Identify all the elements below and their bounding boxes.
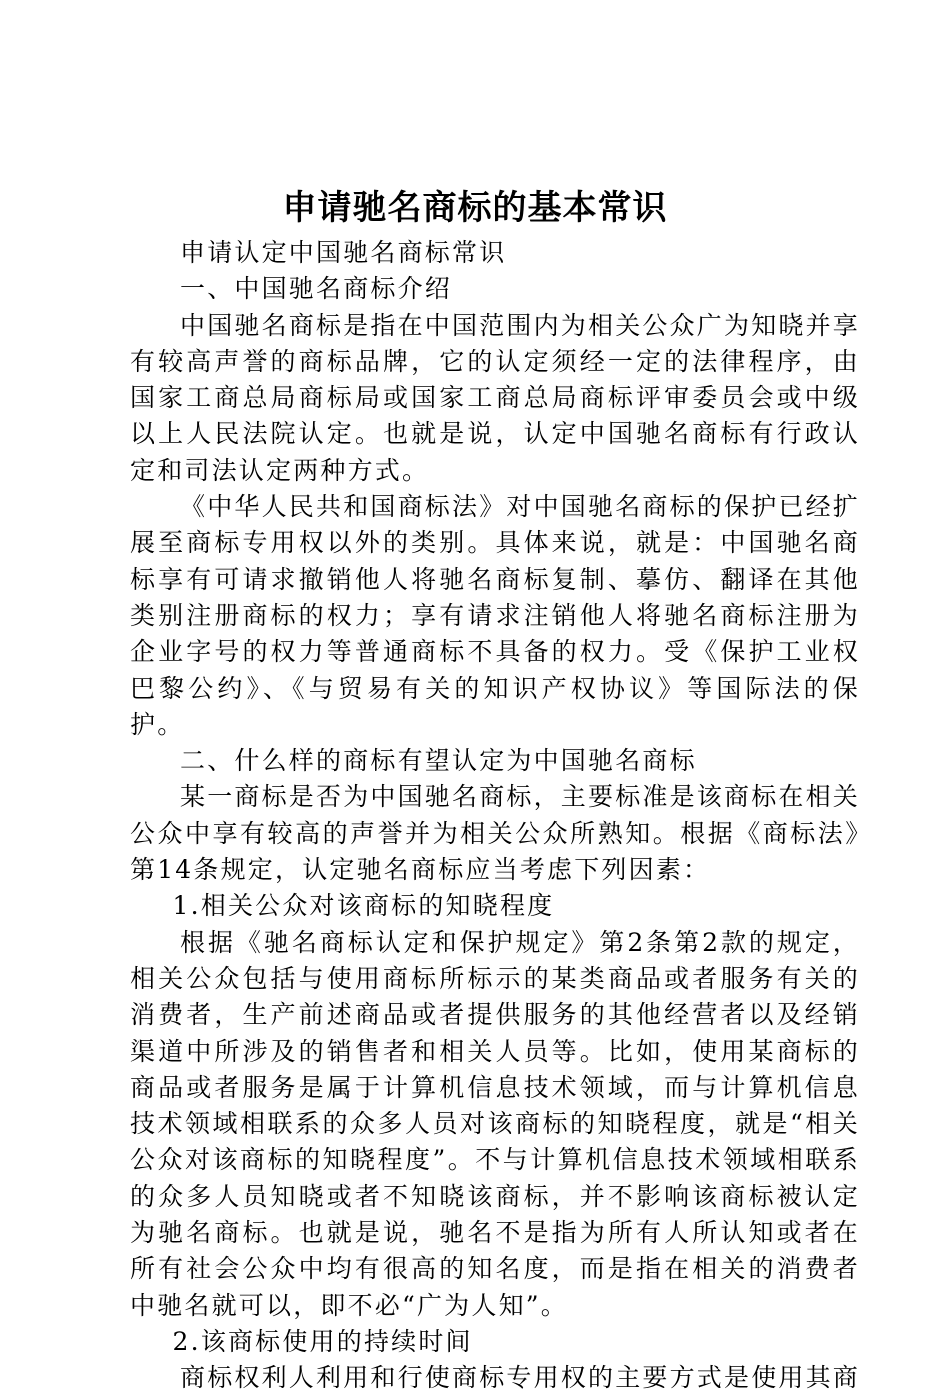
paragraph: 中国驰名商标是指在中国范围内为相关公众广为知晓并享有较高声誉的商标品牌，它的认定须经一定的法律程序，由国家工商总局商标局或国家工商总局商标评审委员会或中级以上人民法院认定。也就是说，认定中国驰名商标有行政认定和司法认定两种方式。 [130, 310, 861, 485]
paragraph: 根据《驰名商标认定和保护规定》第2条第2款的规定，相关公众包括与使用商标所标示的某类商品或者服务有关的消费者，生产前述商品或者提供服务的其他经营者以及经销渠道中所涉及的销售者和相关人员等。比如，使用某商标的商品或者服务是属于计算机信息技术领域，而与计算机信息技术领域相联系的众多人员对该商标的知晓程度，就是“相关公众对该商标的知晓程度”。不与计算机信息技术领域相联系的众多人员知晓或者不知晓该商标，并不影响该商标被认定为驰名商标。也就是说，驰名不是指为所有人所认知或者在所有社会公众中均有很高的知名度，而是指在相关的消费者中驰名就可以，即不必“广为人知”。 [130, 927, 860, 1320]
section-heading: 二、什么样的商标有望认定为中国驰名商标 [180, 746, 697, 776]
section-heading: 一、中国驰名商标介绍 [180, 274, 453, 304]
paragraph: 商标权利人利用和行使商标专用权的主要方式是使用其商 [180, 1363, 861, 1393]
paragraph: 申请认定中国驰名商标常识 [180, 238, 507, 267]
list-item: 1.相关公众对该商标的知晓程度 [172, 891, 555, 921]
paragraph: 某一商标是否为中国驰名商标，主要标准是该商标在相关公众中享有较高的声誉并为相关公众所熟知。根据《商标法》第14条规定，认定驰名商标应当考虑下列因素： [130, 782, 861, 885]
list-item: 2.该商标使用的持续时间 [172, 1326, 473, 1356]
document-body [130, 235, 860, 1397]
paragraph: 《中华人民共和国商标法》对中国驰名商标的保护已经扩展至商标专用权以外的类别。具体来说，就是：中国驰名商标享有可请求撤销他人将驰名商标复制、摹仿、翻译在其他类别注册商标的权力；享有请求注销他人将驰名商标注册为企业字号的权力等普通商标不具备的权力。受《保护工业权巴黎公约》、《与贸易有关的知识产权协议》等国际法的保护。 [130, 492, 861, 739]
document-title: 申请驰名商标的基本常识 [282, 188, 668, 228]
